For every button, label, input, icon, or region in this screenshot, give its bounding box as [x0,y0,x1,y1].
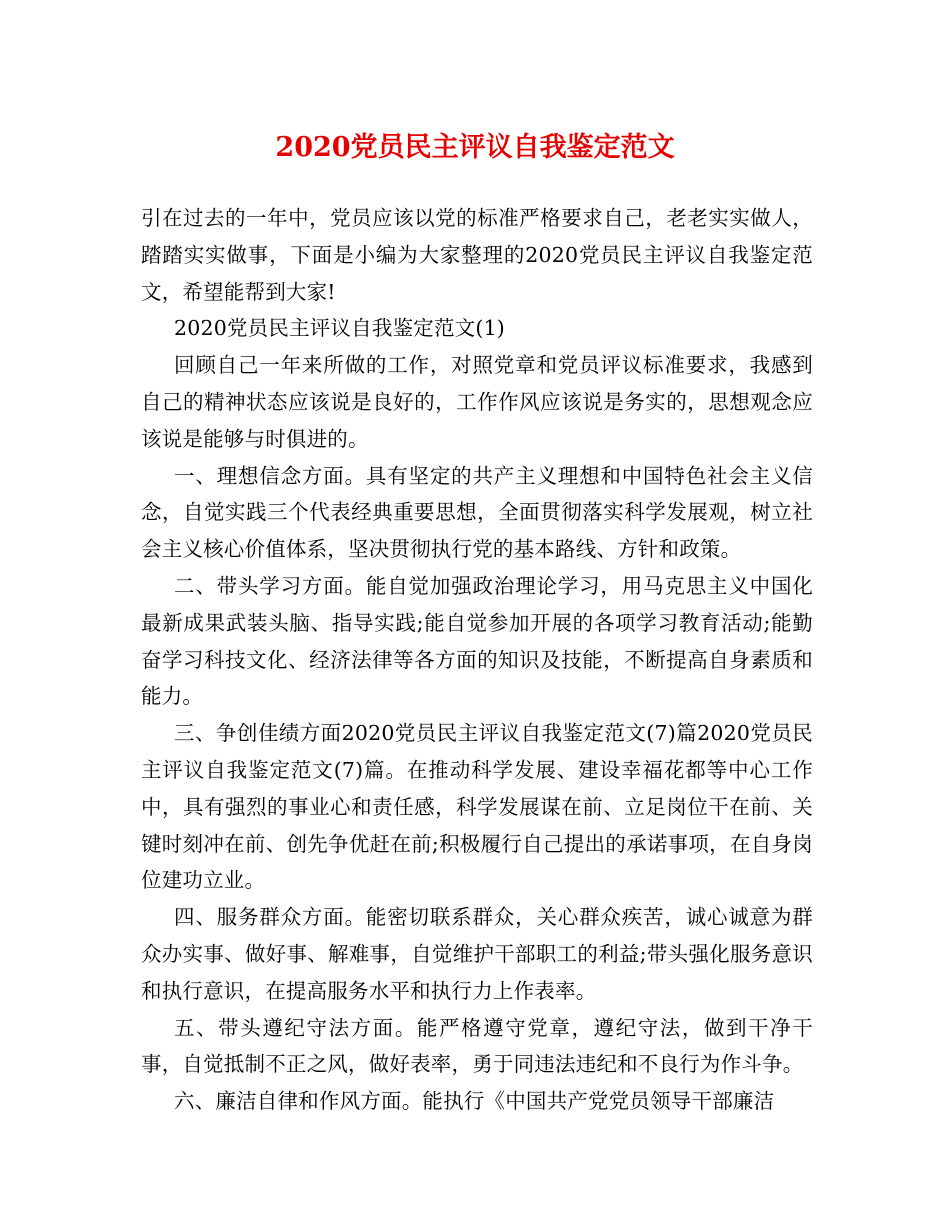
paragraph-study: 二、带头学习方面。能自觉加强政治理论学习，用马克思主义中国化最新成果武装头脑、指导实践;能自觉参加开展的各项学习教育活动;能勤奋学习科技文化、经济法律等各方面的知识及技能，不断提高自身素质和能力。 [141,573,813,709]
document-body [141,200,813,1120]
paragraph-section-heading: 2020党员民主评议自我鉴定范文(1) [174,316,506,341]
paragraph-service: 四、服务群众方面。能密切联系群众，关心群众疾苦，诚心诚意为群众办实事、做好事、解难事，自觉维护干部职工的利益;带头强化服务意识和执行意识，在提高服务水平和执行力上作表率。 [141,905,813,1003]
document-title: 2020党员民主评议自我鉴定范文 [275,132,675,163]
paragraph-integrity: 六、廉洁自律和作风方面。能执行《中国共产党党员领导干部廉洁 [174,1089,775,1114]
paragraph-discipline: 五、带头遵纪守法方面。能严格遵守党章，遵纪守法，做到干净干事，自觉抵制不正之风，做好表率，勇于同违法违纪和不良行为作斗争。 [141,1015,813,1077]
paragraph-ideals: 一、理想信念方面。具有坚定的共产主义理想和中国特色社会主义信念，自觉实践三个代表经典重要思想，全面贯彻落实科学发展观，树立社会主义核心价值体系，坚决贯彻执行党的基本路线、方针和政策。 [141,463,813,562]
paragraph-review: 回顾自己一年来所做的工作，对照党章和党员评议标准要求，我感到自己的精神状态应该说是良好的，工作作风应该说是务实的，思想观念应该说是能够与时俱进的。 [141,353,813,451]
paragraph-achievements: 三、争创佳绩方面2020党员民主评议自我鉴定范文(7)篇2020党员民主评议自我鉴定范文(7)篇。在推动科学发展、建设幸福花都等中心工作中，具有强烈的事业心和责任感，科学发展谋在前、立足岗位干在前、关键时刻冲在前、创先争优赶在前;积极履行自己提出的承诺事项，在自身岗位建功立业。 [141,721,813,893]
paragraph-intro: 引在过去的一年中，党员应该以党的标准严格要求自己，老老实实做人，踏踏实实做事，下面是小编为大家整理的2020党员民主评议自我鉴定范文，希望能帮到大家! [141,206,813,304]
